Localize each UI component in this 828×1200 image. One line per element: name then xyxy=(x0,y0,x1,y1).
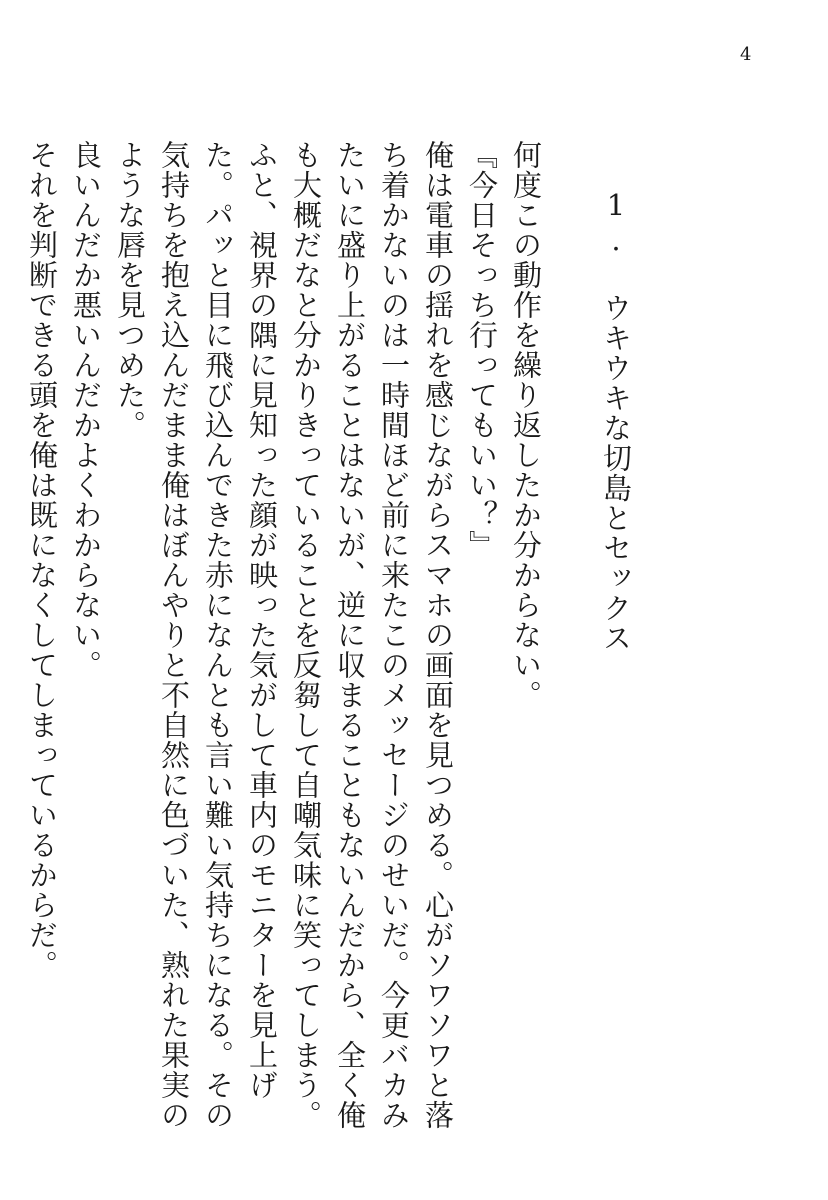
novel-text-body xyxy=(20,140,638,1150)
paragraph: 良いんだか悪いんだかよくわからない。 xyxy=(69,140,103,680)
paragraph: それを判断できる頭を俺は既になくしてしまっているからだ。 xyxy=(25,140,59,980)
paragraph: 何度この動作を繰り返したか分からない。 xyxy=(509,140,543,710)
paragraph: 『今日そっち行ってもいい？』 xyxy=(465,140,499,560)
page-number: 4 xyxy=(740,44,752,65)
paragraph: ふと、視界の隅に見知った顔が映った気がして車内のモニターを見上げた。パッと目に飛び込んできた赤になんとも言い難い気持ちになる。その気持ちを抱え込んだまま俺はぼんやりと不自然に色づいた、熟れた果実のような唇を見つめた。 xyxy=(113,140,279,1130)
paragraph: 俺は電車の揺れを感じながらスマホの画面を見つめる。心がソワソワと落ち着かないのは一時間ほど前に来たこのメッセージのせいだ。今更バカみたいに盛り上がることはないが、逆に収まることもないんだから、全く俺も大概だなと分かりきっていることを反芻して自嘲気味に笑ってしまう。 xyxy=(289,140,455,1130)
chapter-title: 1. ウキウキな切島とセックス xyxy=(599,188,633,653)
